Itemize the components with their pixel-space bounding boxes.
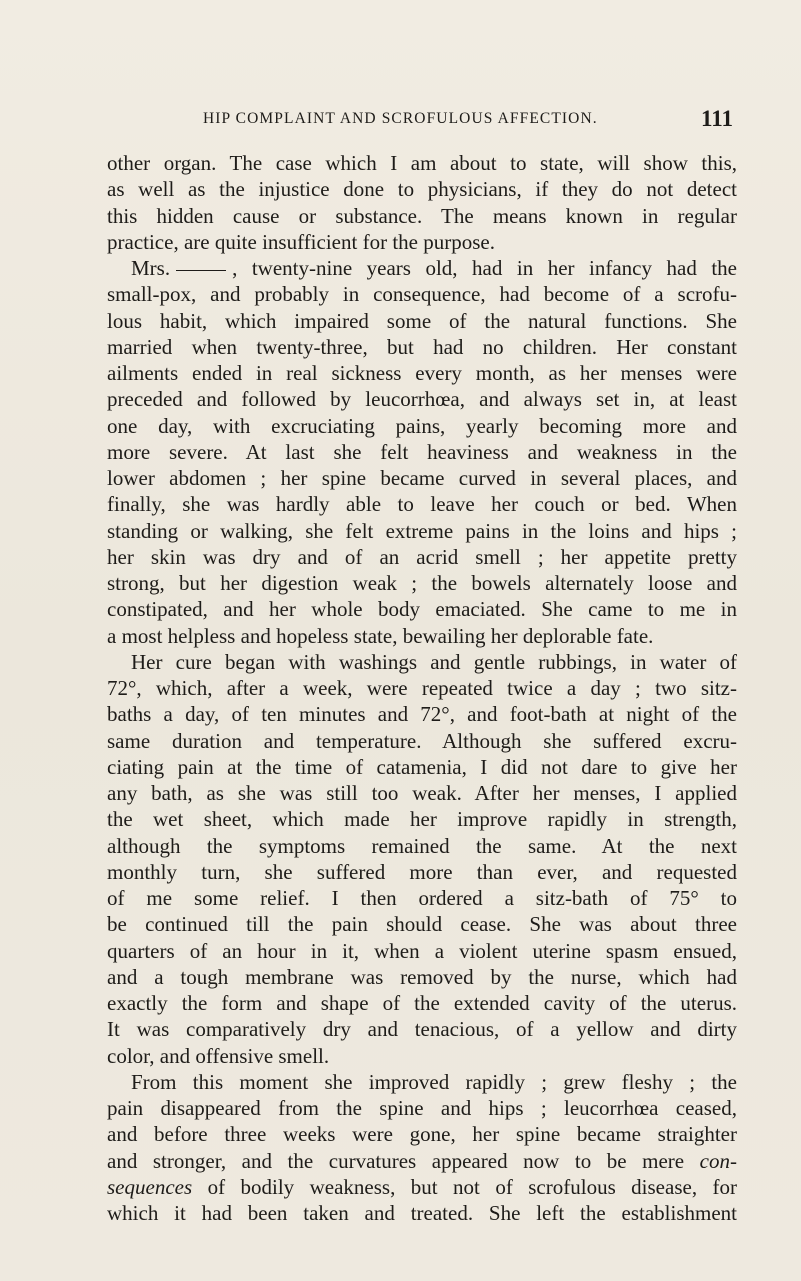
text-line: more severe. At last she felt heaviness and weakness in the	[107, 439, 737, 464]
text-line: this hidden cause or substance. The means known in regular	[107, 203, 737, 228]
text-line: strong, but her digestion weak ; the bowels alternately loose and	[107, 571, 737, 595]
text-line: pain disappeared from the spine and hips ; leucorrhœa ceased,	[107, 1096, 737, 1120]
text-line: baths a day, of ten minutes and 72°, and foot-bath at night of the	[107, 702, 737, 727]
text-segment: and stronger, and the curvatures appeared now to be mere	[107, 1148, 685, 1173]
text-line: 72°, which, after a week, were repeated twice a day ; two sitz-	[107, 676, 737, 700]
italic-text: con-	[699, 1148, 737, 1173]
text-line	[107, 1174, 737, 1200]
text-line: exactly the form and shape of the extended cavity of the uterus.	[107, 991, 737, 1015]
text-line: practice, are quite insufficient for the purpose.	[107, 229, 495, 254]
text-line: although the symptoms remained the same. At the next	[107, 833, 737, 858]
text-line: ciating pain at the time of catamenia, I did not dare to give her	[107, 754, 737, 779]
text-line: her skin was dry and of an acrid smell ; her appetite pretty	[107, 544, 737, 569]
text-line: which it had been taken and treated. She left the establishment	[107, 1201, 737, 1225]
text-line: quarters of an hour in it, when a violent uterine spasm ensued,	[107, 938, 737, 963]
text-line: From this moment she improved rapidly ; grew fleshy ; the	[131, 1069, 737, 1094]
text-segment: , twenty-nine years old, had in her infancy had the	[232, 256, 737, 280]
text-line: color, and offensive smell.	[107, 1043, 330, 1068]
text-line: lous habit, which impaired some of the natural functions. She	[107, 308, 737, 333]
text-line: constipated, and her whole body emaciated. She came to me in	[107, 597, 737, 622]
text-line: small-pox, and probably in consequence, had become of a scrofu-	[107, 282, 737, 307]
text-line: and a tough membrane was removed by the nurse, which had	[107, 964, 737, 989]
text-line: preceded and followed by leucorrhœa, and always set in, at least	[107, 387, 737, 412]
text-line: any bath, as she was still too weak. After her menses, I applied	[107, 781, 737, 805]
text-line: ailments ended in real sickness every month, as her menses were	[107, 361, 737, 385]
text-line	[107, 255, 737, 281]
text-segment: Mrs.	[131, 256, 171, 280]
text-line: It was comparatively dry and tenacious, of a yellow and dirty	[107, 1017, 737, 1042]
page-number: 111	[701, 106, 733, 131]
text-line: as well as the injustice done to physicians, if they do not detect	[107, 177, 737, 202]
text-line: Her cure began with washings and gentle rubbings, in water of	[131, 649, 737, 674]
text-line: other organ. The case which I am about to state, will show this,	[107, 151, 737, 175]
text-line	[107, 1148, 737, 1174]
running-head: HIP COMPLAINT AND SCROFULOUS AFFECTION.	[203, 110, 598, 127]
text-line: married when twenty-three, but had no children. Her constant	[107, 334, 737, 359]
name-omission-dash	[176, 270, 226, 271]
text-line: of me some relief. I then ordered a sitz-bath of 75° to	[107, 886, 737, 910]
text-line: standing or walking, she felt extreme pains in the loins and hips ;	[107, 518, 737, 543]
text-line: one day, with excruciating pains, yearly becoming more and	[107, 413, 737, 438]
text-line: a most helpless and hopeless state, bewailing her deplorable fate.	[107, 623, 654, 648]
text-line: same duration and temperature. Although she suffered excru-	[107, 728, 737, 753]
text-segment: of bodily weakness, but not of scrofulous disease, for	[192, 1174, 737, 1199]
text-line: and before three weeks were gone, her spine became straighter	[107, 1122, 737, 1147]
body-text	[107, 150, 737, 1226]
text-line: lower abdomen ; her spine became curved in several places, and	[107, 466, 737, 490]
text-line: be continued till the pain should cease. She was about three	[107, 912, 737, 937]
italic-text: sequences	[107, 1174, 193, 1199]
page-header	[203, 106, 733, 134]
text-line: monthly turn, she suffered more than ever, and requested	[107, 859, 737, 884]
text-line: finally, she was hardly able to leave her couch or bed. When	[107, 492, 737, 517]
text-line: the wet sheet, which made her improve rapidly in strength,	[107, 807, 737, 832]
